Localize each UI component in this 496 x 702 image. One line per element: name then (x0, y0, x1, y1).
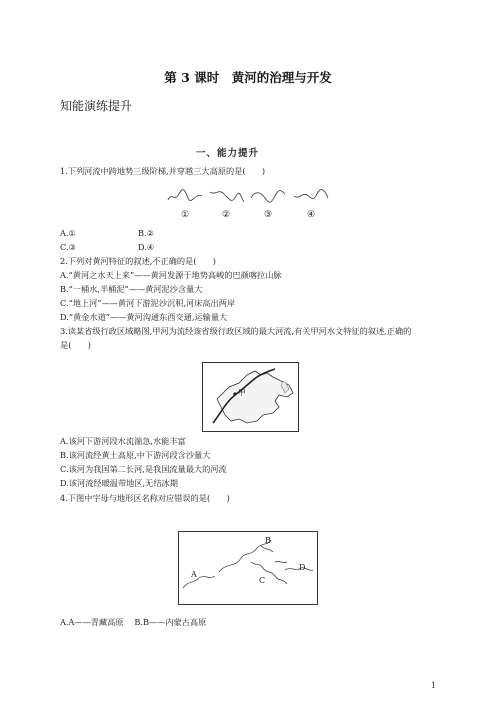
q1-option-row-1 (60, 228, 154, 239)
china-terrain-map (178, 531, 318, 605)
q3-stem-line2: 是( ) (60, 340, 91, 350)
q2-stem: 2.下列对黄河特征的叙述,不正确的是( ) (60, 256, 216, 266)
band-heading: 一、能力提升 (196, 148, 260, 159)
q4-options: A.A——青藏高原 B.B——内蒙古高原 (60, 617, 207, 627)
q4-stem: 4.下图中字母与地形区名称对应错误的是( ) (60, 493, 230, 503)
map-letter-c: C (259, 576, 266, 585)
river-label-jia: 甲 (238, 388, 246, 397)
figure-label-1: ① (181, 210, 190, 220)
province-outline (203, 363, 298, 431)
page-title: 第 3 课时 黄河的治理与开发 (164, 70, 332, 85)
q2-option-c: C.“地上河”——黄河下游泥沙沉积,河床高出两岸 (60, 298, 236, 308)
river-sketch-2 (208, 186, 246, 208)
page-number: 1 (430, 681, 436, 690)
q2-option-a: A.“黄河之水天上来”——黄河发源于地势高峻的巴颜喀拉山脉 (60, 270, 282, 280)
province-map (202, 362, 299, 432)
q3-option-b: B.该河流经黄土高原,中下游河段含沙量大 (60, 450, 211, 460)
q3-stem-line1: 3.读某省级行政区域略图,甲河为流经该省级行政区域的最大河流,有关甲河水文特征的叙述,正确的 (60, 326, 412, 336)
figure-label-4: ④ (307, 210, 316, 220)
terrain-sketch (179, 532, 317, 604)
q1-option-a: A.① (60, 228, 76, 238)
q3-option-c: C.该河为我国第二长河,是我国流量最大的河流 (60, 464, 227, 474)
map-letter-b: B (265, 536, 271, 545)
q1-stem: 1.下列河流中跨地势三级阶梯,并穿越三大高原的是( ) (60, 166, 266, 176)
figure-label-3: ③ (264, 210, 273, 220)
q1-option-b: B.② (138, 228, 154, 238)
river-sketch-4 (292, 186, 330, 208)
section-heading: 知能演练提升 (60, 99, 133, 113)
map-letter-a: A (191, 570, 197, 579)
q1-option-row-2 (60, 242, 154, 253)
q2-option-b: B.“一桶水,半桶泥”——黄河泥沙含量大 (60, 284, 203, 294)
figure-label-2: ② (222, 210, 231, 220)
q1-option-c: C.③ (60, 242, 76, 252)
q3-option-a: A.该河下游河段水流湍急,水能丰富 (60, 436, 186, 446)
q3-option-d: D.该河流经暖温带地区,无结冰期 (60, 478, 178, 488)
q2-option-d: D.“黄金水道”——黄河沟通东西交通,运输量大 (60, 312, 228, 322)
river-sketch-1 (166, 186, 204, 208)
q1-option-d: D.④ (138, 242, 155, 252)
river-sketch-3 (249, 186, 287, 208)
map-letter-d: D (299, 563, 306, 572)
